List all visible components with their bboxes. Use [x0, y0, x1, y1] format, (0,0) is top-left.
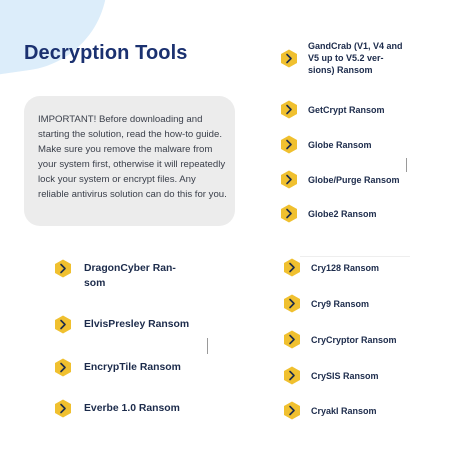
tool-item-label: ElvisPresley Ransom — [84, 319, 190, 330]
tool-item-cry128[interactable] — [283, 258, 379, 277]
tool-item-cry9[interactable] — [283, 294, 369, 313]
tool-item-label: CrySIS Ransom — [311, 370, 379, 381]
tool-item-label: GandCrab (V1, V4 and V5 up to V5.2 ver-sions) Ransom — [308, 41, 403, 75]
chevron-right-hex-icon — [54, 259, 72, 278]
tool-item-label: DragonCyber Ran-som — [84, 263, 176, 289]
tool-item-label: Cry128 Ransom — [311, 262, 380, 273]
tool-item-globe2[interactable] — [280, 204, 377, 223]
chevron-right-hex-icon — [280, 170, 298, 189]
tool-item-dragoncyber[interactable] — [54, 258, 184, 291]
scroll-indicator — [207, 338, 208, 354]
chevron-right-hex-icon — [280, 204, 298, 223]
tool-item-label: Cry9 Ransom — [311, 298, 370, 309]
tool-item-crysis[interactable] — [283, 366, 379, 385]
tool-item-encryptile[interactable] — [54, 358, 181, 377]
chevron-right-hex-icon — [280, 49, 298, 68]
tool-item-crycryptor[interactable] — [283, 330, 397, 349]
tool-item-globe[interactable] — [280, 135, 372, 154]
chevron-right-hex-icon — [283, 330, 301, 349]
chevron-right-hex-icon — [283, 401, 301, 420]
tool-item-label: CryCryptor Ransom — [311, 334, 397, 345]
tool-item-label: EncrypTile Ransom — [84, 362, 181, 373]
tool-item-label: Globe2 Ransom — [308, 208, 377, 219]
chevron-right-hex-icon — [54, 315, 72, 334]
tool-item-everbe[interactable] — [54, 399, 180, 418]
header-decoration — [0, 0, 119, 81]
chevron-right-hex-icon — [280, 135, 298, 154]
tool-item-cryakl[interactable] — [283, 401, 377, 420]
chevron-right-hex-icon — [280, 100, 298, 119]
chevron-right-hex-icon — [54, 399, 72, 418]
tool-item-label: CryakI Ransom — [311, 405, 377, 416]
tool-item-label: Everbe 1.0 Ransom — [84, 403, 180, 414]
divider — [300, 256, 410, 257]
chevron-right-hex-icon — [283, 366, 301, 385]
tool-item-label: Globe/Purge Ransom — [308, 174, 400, 185]
tool-item-elvispresley[interactable] — [54, 315, 189, 334]
tool-item-globe-purge[interactable] — [280, 170, 400, 189]
chevron-right-hex-icon — [54, 358, 72, 377]
tool-item-gandcrab[interactable] — [280, 40, 410, 76]
tool-item-getcrypt[interactable] — [280, 100, 385, 119]
tool-item-label: GetCrypt Ransom — [308, 104, 385, 115]
page-title: Decryption Tools — [24, 42, 188, 64]
tool-item-label: Globe Ransom — [308, 139, 372, 150]
important-notice: IMPORTANT! Before downloading and starting the solution, read the how-to guide. Make sure you remove the malware from your system first, otherwise it will repeatedly lock your system or encrypt files. Any reliable antivirus solution can do this for you. — [24, 96, 235, 226]
scroll-indicator — [406, 158, 407, 172]
chevron-right-hex-icon — [283, 258, 301, 277]
chevron-right-hex-icon — [283, 294, 301, 313]
